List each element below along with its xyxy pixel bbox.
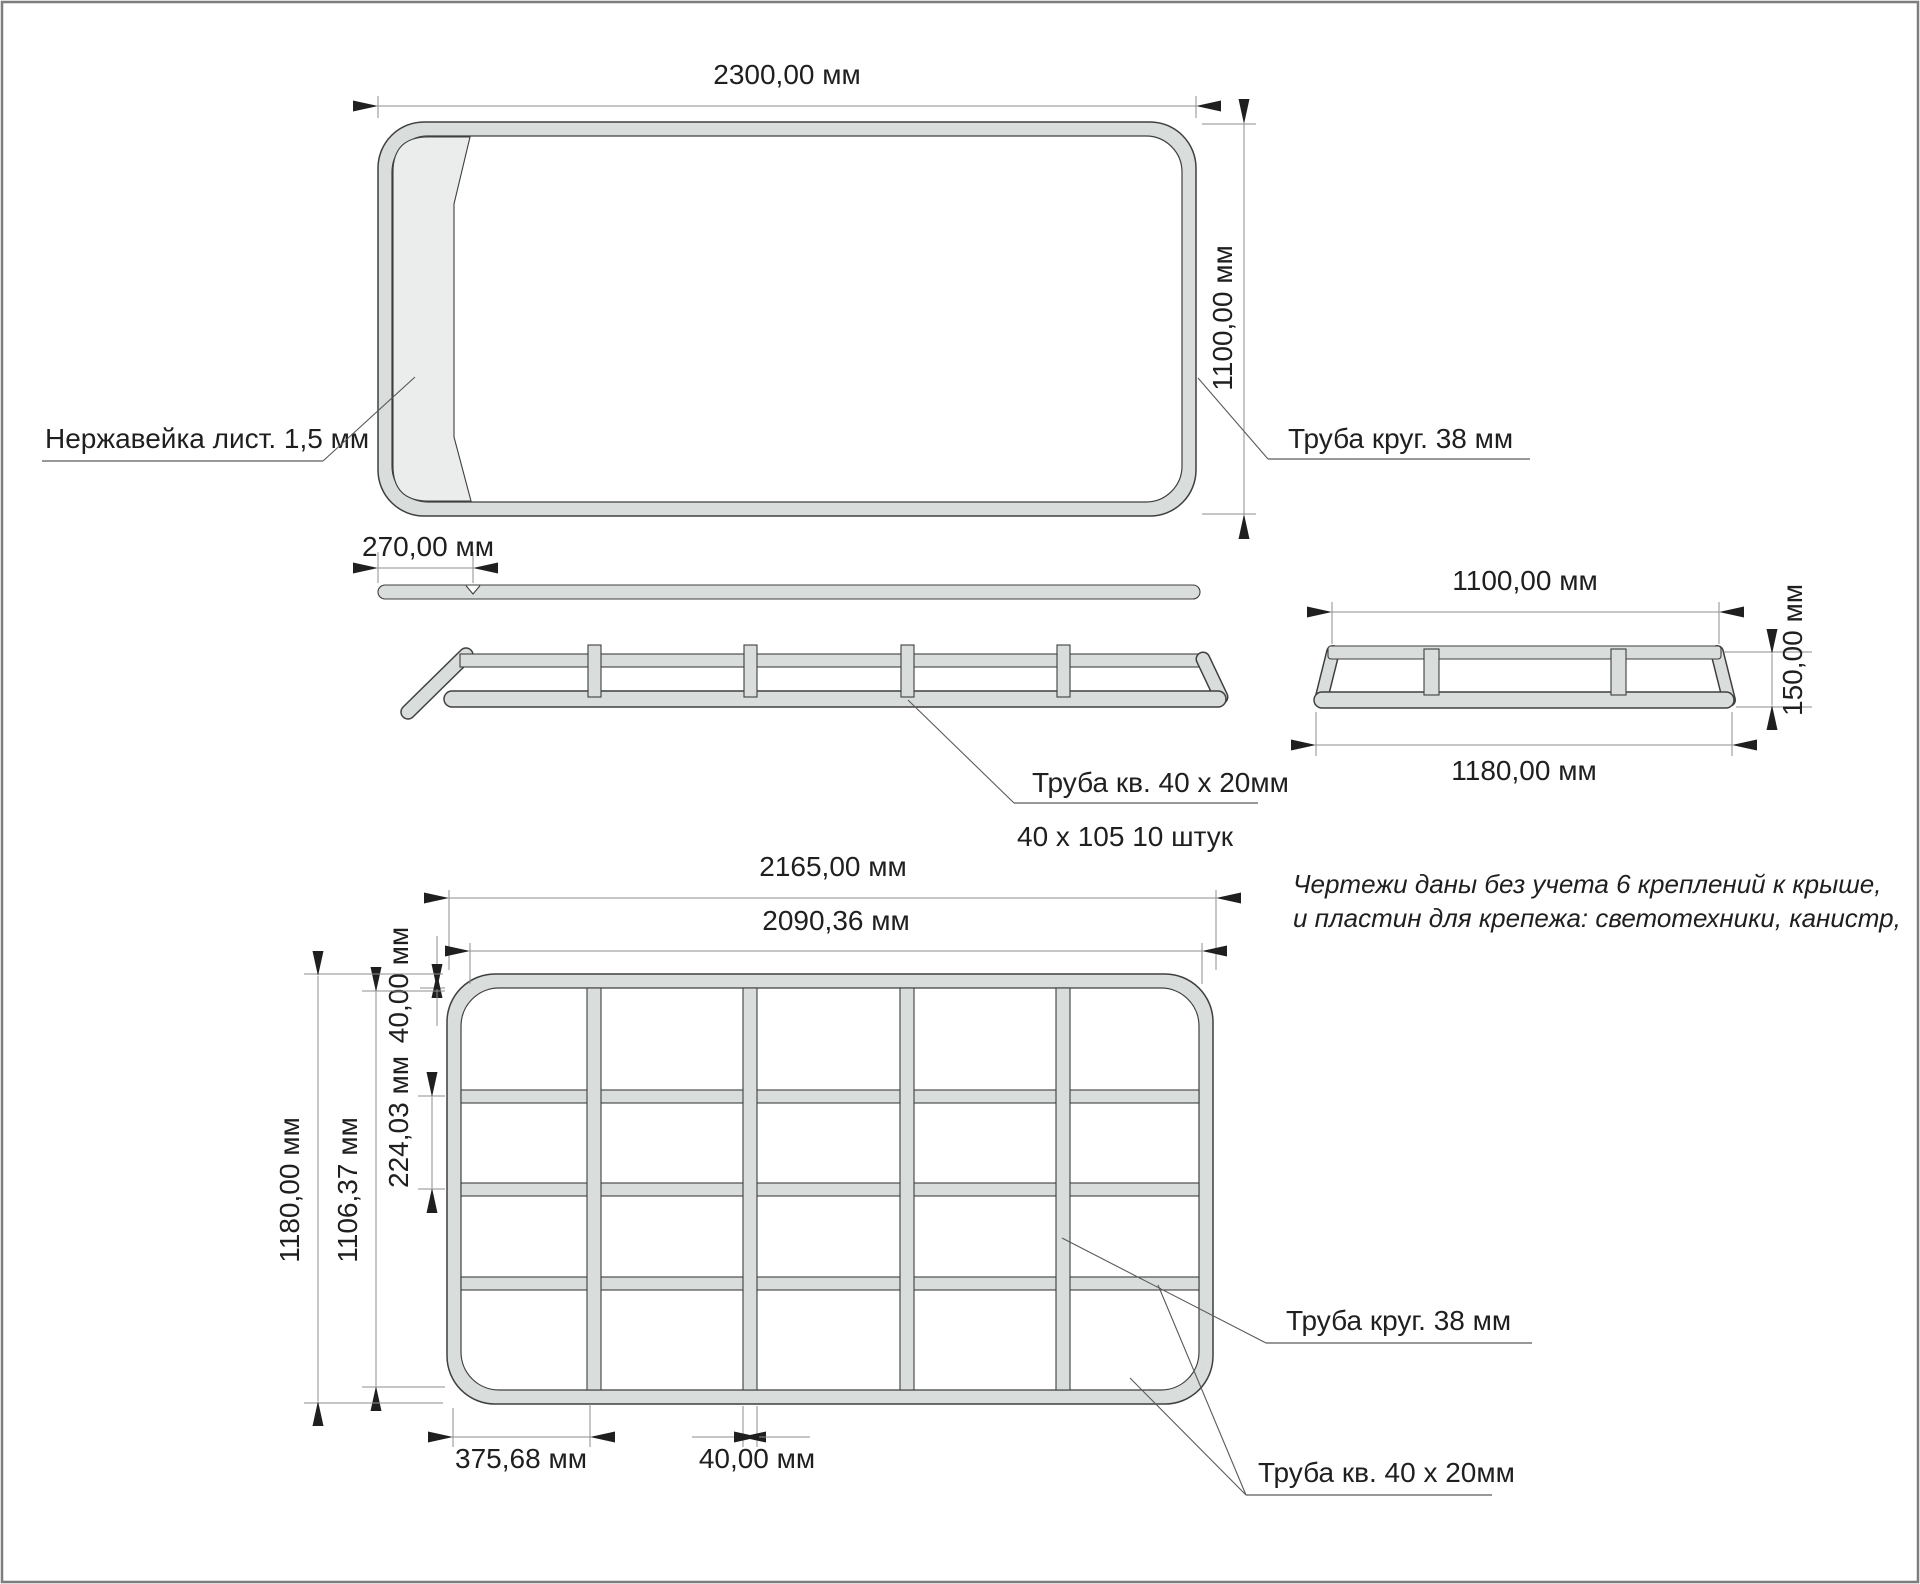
side-elevation-view: [408, 645, 1289, 852]
end-view: [1316, 565, 1812, 786]
deflector-bar: [378, 585, 1200, 599]
grid-dim-tube-text: 40,00 мм: [383, 926, 414, 1044]
grid-dim-innerh-text: 1106,37 мм: [332, 1117, 363, 1263]
side-tab-4: [1057, 645, 1070, 697]
grid-square-label-text: Труба кв. 40 x 20мм: [1258, 1457, 1515, 1488]
grid-hbar-3: [461, 1277, 1199, 1290]
grid-hbar-1: [461, 1090, 1199, 1103]
side-tab-2: [744, 645, 757, 697]
grid-dim-bay-text: 375,68 мм: [455, 1443, 587, 1474]
top-view: [42, 59, 1530, 516]
side-top-rail: [460, 654, 1207, 667]
grid-view: [274, 851, 1532, 1495]
end-dim-top-text: 1100,00 мм: [1452, 565, 1598, 596]
side-tab-3: [901, 645, 914, 697]
grid-round-label-text: Труба круг. 38 мм: [1286, 1305, 1512, 1336]
grid-dim-innerw-text: 2090,36 мм: [762, 905, 910, 936]
grid-vbar-1: [587, 988, 601, 1390]
notes: [1293, 869, 1901, 933]
grid-dim-pitch-text: 224,03 мм: [383, 1056, 414, 1188]
grid-dim-outerh-text: 1180,00 мм: [274, 1117, 305, 1263]
sheet-label-text: Нержавейка лист. 1,5 мм: [45, 423, 370, 454]
end-tab-1: [1424, 649, 1439, 695]
end-dim-height-text: 150,00 мм: [1777, 584, 1808, 716]
grid-vbar-4: [1056, 988, 1070, 1390]
side-tube-label-text: Труба кв. 40 x 20мм: [1032, 767, 1289, 798]
grid-dim-outerw-text: 2165,00 мм: [759, 851, 907, 882]
deflector-edge-view: [362, 531, 1200, 599]
side-tab-1: [588, 645, 601, 697]
grid-vbar-3: [900, 988, 914, 1390]
end-tab-2: [1611, 649, 1626, 695]
top-dim-width-text: 2300,00 мм: [713, 59, 861, 90]
end-top-bar: [1328, 646, 1721, 659]
note-line-1: Чертежи даны без учета 6 креплений к крыше,: [1293, 869, 1882, 899]
note-line-2: и пластин для крепежа: светотехники, канистр,: [1293, 903, 1901, 933]
end-dim-bottom-text: 1180,00 мм: [1451, 755, 1597, 786]
grid-hbar-2: [461, 1183, 1199, 1196]
deflector-dim-text: 270,00 мм: [362, 531, 494, 562]
top-tube-label-text: Труба круг. 38 мм: [1288, 423, 1514, 454]
side-qty-note-text: 40 x 105 10 штук: [1017, 821, 1233, 852]
top-dim-height-text: 1100,00 мм: [1207, 245, 1238, 391]
grid-dim-tubew-text: 40,00 мм: [698, 1443, 816, 1474]
side-tube-label-leader: [908, 700, 1014, 803]
top-view-inner-edge: [392, 136, 1182, 502]
grid-vbar-2: [743, 988, 757, 1390]
